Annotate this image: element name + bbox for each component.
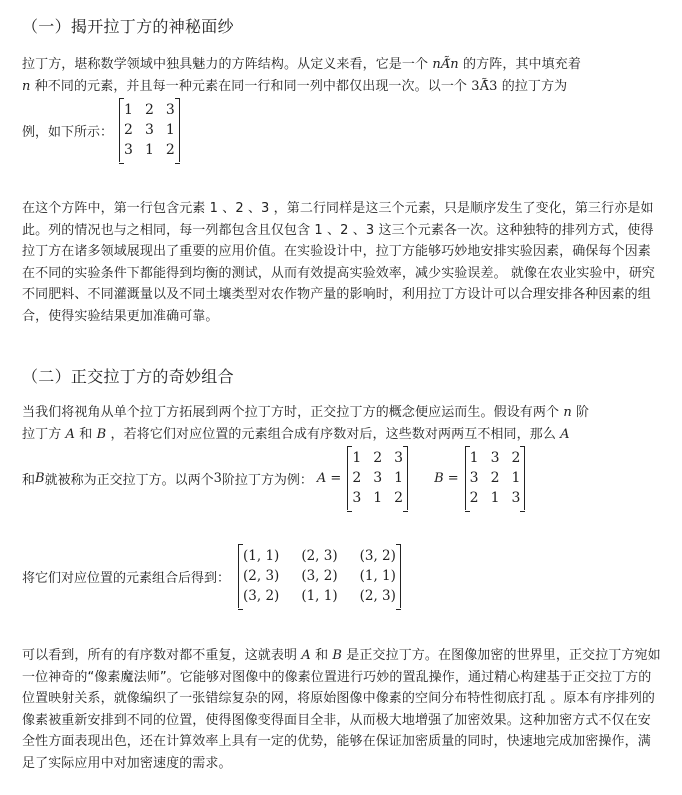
- math-n: n: [563, 405, 572, 420]
- matrix-cell: 2: [511, 450, 521, 466]
- pairs-row: [22, 544, 401, 608]
- concl-text-1: 可以看到，所有的有序数对都不重复，这就表明: [22, 648, 302, 663]
- s2-text-6: 和: [22, 472, 36, 488]
- matrix-cell: 1: [511, 470, 521, 486]
- matrix-cell: 3: [394, 450, 404, 466]
- equation-b-label: B =: [434, 470, 459, 486]
- concl-text-3: 是正交拉丁方。在图像加密的世界里，正交拉丁方宛如一位神奇的“像素魔法师”。它能够对图像中的像素位置进行巧妙的置乱操作，通过精心构建基于正交拉丁方的位置映射关系，就像编织了一张错综复杂的网，将原始图像中像素的空间分布特性彻底打乱 。原本有序排列的像素被重新安排到不同的位置，使得图像变得面目全非，从而极大地增强了加密效果。这种加密方式不仅在安全性方面表现出色，还在计算效率上具有一定的优势，能够在保证加密质量的同时，快速地完成加密操作，满足了实际应用中对加密速度的需求。: [22, 648, 661, 771]
- matrix-cell: 3: [511, 490, 521, 506]
- section1-body: 在这个方阵中，第一行包含元素 1 、2 、3 ，第二行同样是这三个元素，只是顺序发生了变化，第三行亦是如此。列的情况也与之相同，每一列都包含且仅包含 1 、2 、3 这三个元素各一次。这种独特的排列方式，使得拉丁方在诸多领域展现出了重要的应用价值。在实验设计中，拉丁方能够巧妙地安排实验因素，确保每个因素在不同的实验条件下都能得到均衡的测试，从而有效提高实验效率，减少实验误差。 就像在农业实验中，研究不同肥料、不同灌溉量以及不同土壤类型对农作物产量的影响时，利用拉丁方设计可以合理安排各种因素的组合，使得实验结果更加准确可靠。: [22, 201, 656, 324]
- section2-conclusion: [22, 645, 662, 774]
- pair-cell: (1, 1): [243, 548, 280, 564]
- math-b: B: [96, 426, 107, 442]
- math-n-by-n: nÃ̃n: [432, 57, 459, 72]
- pair-cell: (3, 2): [359, 548, 396, 564]
- pair-cell: (2, 3): [243, 568, 280, 584]
- matrix-cell: 3: [165, 102, 175, 118]
- matrix-cell: 1: [124, 102, 133, 118]
- pair-cell: (3, 2): [301, 568, 338, 584]
- matrix-b: [465, 446, 526, 510]
- section1-heading: （一）揭开拉丁方的神秘面纱: [22, 17, 234, 36]
- matrix-cell: 1: [165, 122, 175, 138]
- pair-cell: (3, 2): [243, 588, 280, 604]
- math-b: B: [35, 470, 45, 486]
- section2-heading: （二）正交拉丁方的奇妙组合: [22, 367, 234, 386]
- equation-a-label: A =: [316, 470, 342, 486]
- matrix-cell: 3: [352, 490, 362, 506]
- math-3: 3: [213, 470, 222, 486]
- matrix-cell: 2: [352, 470, 362, 486]
- math-3-by-3: 3Ã̄3: [471, 78, 498, 94]
- s2-text-8: 阶拉丁方为例：: [221, 472, 313, 488]
- pair-cell: (2, 3): [301, 548, 338, 564]
- intro-text-4: 的拉丁方为: [497, 78, 568, 94]
- matrix-cell: 2: [394, 490, 404, 506]
- matrix-cell: 1: [373, 490, 383, 506]
- math-a: A: [560, 426, 570, 442]
- matrix-cell: 1: [490, 490, 500, 506]
- example-row: [22, 98, 180, 162]
- s2-text-7: 就被称为正交拉丁方。以两个: [44, 472, 214, 488]
- intro-text-1: 拉丁方，堪称数学领域中独具魅力的方阵结构。从定义来看，它是一个: [22, 57, 433, 72]
- section2-intro: [22, 402, 662, 445]
- s2-text-3: 拉丁方: [22, 426, 66, 442]
- orthogonal-example-row: [22, 446, 525, 510]
- matrix-cell: 1: [352, 450, 362, 466]
- math-a: A: [65, 426, 76, 442]
- matrix-cell: 3: [373, 470, 383, 486]
- matrix-cell: 1: [394, 470, 404, 486]
- pair-cell: (2, 3): [359, 588, 396, 604]
- matrix-cell: 2: [373, 450, 383, 466]
- section1-intro: [22, 54, 662, 97]
- matrix-cell: 2: [124, 122, 133, 138]
- matrix-cell: 3: [124, 142, 133, 158]
- matrix-cell: 2: [490, 470, 500, 486]
- s2-text-1: 当我们将视角从单个拉丁方拓展到两个拉丁方时，正交拉丁方的概念便应运而生。假设有两个: [22, 405, 564, 420]
- math-n: n: [22, 78, 31, 94]
- matrix-cell: 3: [144, 122, 154, 138]
- latin-square-matrix: [119, 98, 180, 162]
- matrix-cell: 1: [144, 142, 154, 158]
- matrix-cell: 3: [469, 470, 479, 486]
- pairs-label: 将它们对应位置的元素组合后得到：: [22, 570, 231, 586]
- matrix-cell: 2: [165, 142, 175, 158]
- s2-text-4: 和: [75, 426, 97, 442]
- matrix-cell: 2: [144, 102, 154, 118]
- ordered-pairs-matrix: [238, 544, 401, 608]
- intro-text-2: 的方阵，其中填充着: [458, 57, 581, 72]
- pair-cell: (1, 1): [359, 568, 396, 584]
- intro-text-5: 例，如下所示：: [22, 124, 114, 140]
- concl-text-2: 和: [310, 648, 333, 663]
- math-b: B: [332, 648, 343, 663]
- intro-text-3: 种不同的元素，并且每一种元素在同一行和同一列中都仅出现一次。以一个: [30, 78, 472, 94]
- math-a: A: [301, 648, 311, 663]
- matrix-a: [347, 446, 408, 510]
- s2-text-2: 阶: [571, 405, 590, 420]
- s2-text-5: ，若将它们对应位置的元素组合成有序数对后，这些数对两两互不相同，那么: [106, 426, 561, 442]
- matrix-cell: 3: [490, 450, 500, 466]
- pair-cell: (1, 1): [301, 588, 338, 604]
- matrix-cell: 2: [469, 490, 479, 506]
- matrix-cell: 1: [469, 450, 479, 466]
